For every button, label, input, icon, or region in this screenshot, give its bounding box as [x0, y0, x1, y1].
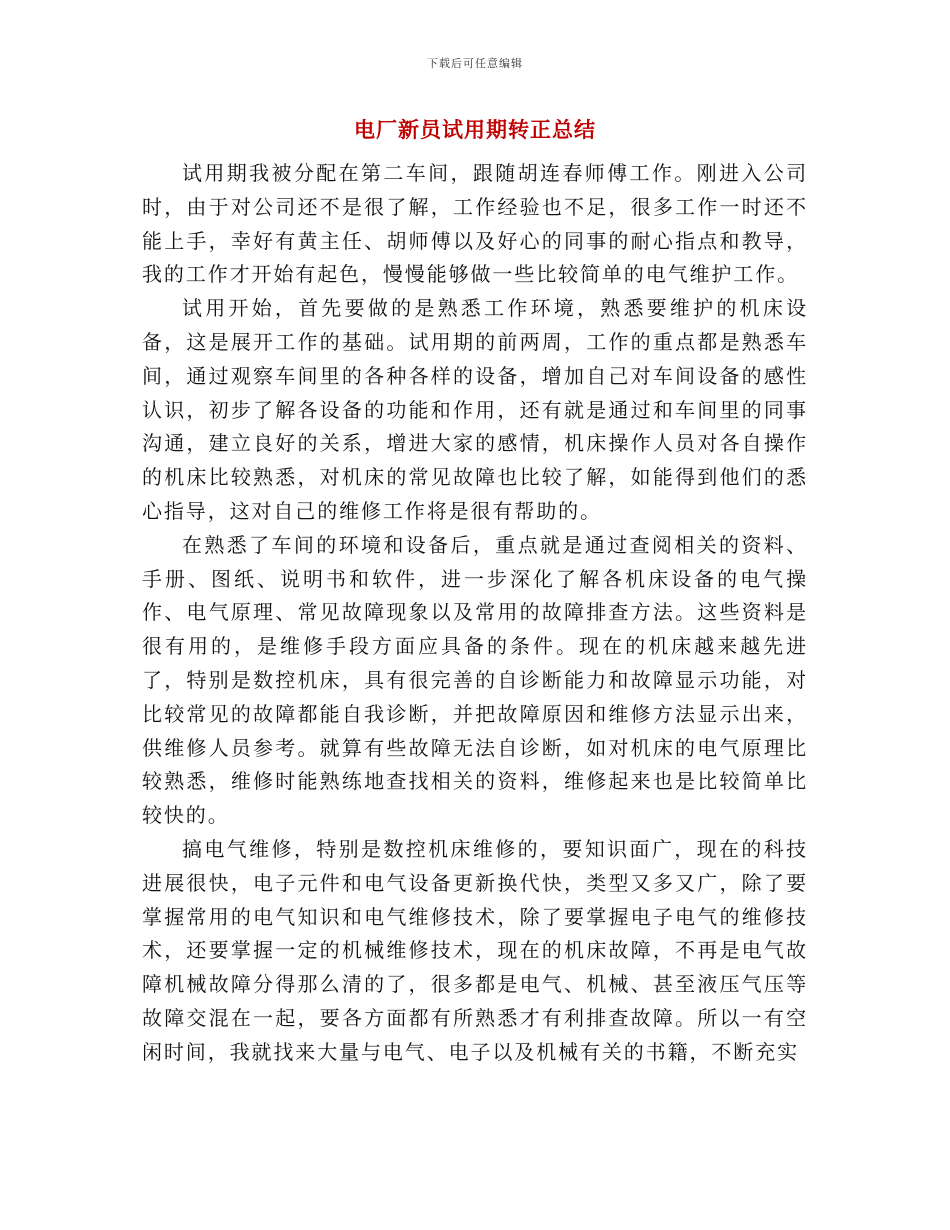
paragraph-1: 试用期我被分配在第二车间，跟随胡连春师傅工作。刚进入公司时，由于对公司还不是很了解，工作经验也不足，很多工作一时还不能上手，幸好有黄主任、胡师傅以及好心的同事的耐心指点和教导，我的工作才开始有起色，慢慢能够做一些比较简单的电气维护工作。 — [142, 161, 808, 287]
header-note: 下载后可任意编辑 — [427, 57, 523, 70]
paragraph-2: 试用开始，首先要做的是熟悉工作环境，熟悉要维护的机床设备，这是展开工作的基础。试用期的前两周，工作的重点都是熟悉车间，通过观察车间里的各种各样的设备，增加自己对车间设备的感性认识，初步了解各设备的功能和作用，还有就是通过和车间里的同事沟通，建立良好的关系，增进大家的感情，机床操作人员对各自操作的机床比较熟悉，对机床的常见故障也比较了解，如能得到他们的悉心指导，这对自己的维修工作将是很有帮助的。 — [142, 296, 808, 523]
paragraph-4: 搞电气维修，特别是数控机床维修的，要知识面广，现在的科技进展很快，电子元件和电气设备更新换代快，类型又多又广，除了要掌握常用的电气知识和电气维修技术，除了要掌握电子电气的维修技术，还要掌握一定的机械维修技术，现在的机床故障，不再是电气故障机械故障分得那么清的了，很多都是电气、机械、甚至液压气压等故障交混在一起，要各方面都有所熟悉才有利排查故障。所以一有空闲时间，我就找来大量与电气、电子以及机械有关的书籍，不断充实 — [142, 836, 808, 1064]
page-title: 电厂新员试用期转正总结 — [354, 118, 596, 142]
document-body — [142, 157, 808, 1070]
paragraph-3: 在熟悉了车间的环境和设备后，重点就是通过查阅相关的资料、手册、图纸、说明书和软件，进一步深化了解各机床设备的电气操作、电气原理、常见故障现象以及常用的故障排查方法。这些资料是很有用的，是维修手段方面应具备的条件。现在的机床越来越先进了，特别是数控机床，具有很完善的自诊断能力和故障显示功能，对比较常见的故障都能自我诊断，并把故障原因和维修方法显示出来，供维修人员参考。就算有些故障无法自诊断，如对机床的电气原理比较熟悉，维修时能熟练地查找相关的资料，维修起来也是比较简单比较快的。 — [142, 532, 808, 828]
